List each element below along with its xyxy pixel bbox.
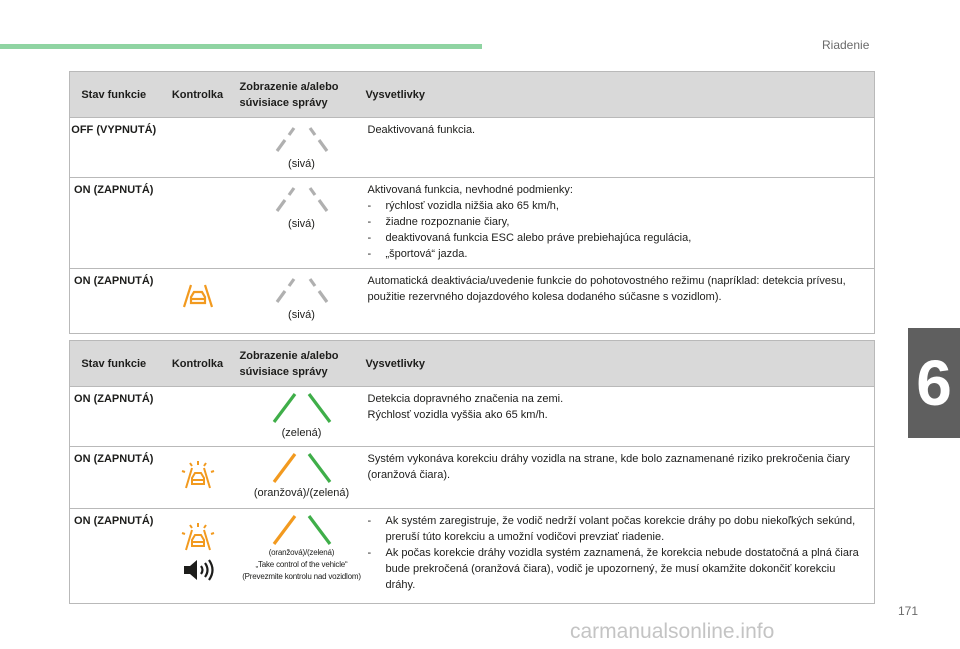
- list-item: - rýchlosť vozidla nižšia ako 65 km/h,: [367, 200, 559, 212]
- lane-grey-icon: [238, 273, 366, 307]
- chapter-tab: 6: [908, 328, 960, 438]
- status-table-2: [69, 340, 875, 604]
- lane-orange-green-icon: [238, 513, 366, 547]
- table-header-row: [70, 72, 875, 118]
- lane-grey-icon: [238, 122, 366, 156]
- display-caption: (sivá): [288, 309, 315, 321]
- watermark: carmanualsonline.info: [570, 620, 775, 643]
- indicator-cell: [158, 387, 238, 447]
- display-caption: (oranžová)/(zelená): [268, 548, 335, 557]
- list-item: - deaktivovaná funkcia ESC alebo práve prebiehajúca regulácia,: [367, 232, 692, 244]
- accent-bar: [0, 44, 482, 49]
- table-row: [70, 269, 875, 334]
- col-header-display: Zobrazenie a/alebo súvisiace správy: [238, 341, 366, 387]
- indicator-cell: [158, 178, 238, 269]
- lane-correction-icon: [158, 521, 238, 553]
- indicator-cell: [158, 269, 238, 334]
- state-cell: ON (ZAPNUTÁ): [70, 387, 158, 447]
- list-item: - Ak systém zaregistruje, že vodič nedrží volant počas korekcie dráhy po dobu niekoľkých sekúnd, preruší túto korekciu a umožní vodičovi prevziať riadenie.: [367, 515, 856, 543]
- state-cell: ON (ZAPNUTÁ): [70, 269, 158, 334]
- display-caption: (sivá): [288, 158, 315, 170]
- col-header-state: Stav funkcie: [70, 341, 158, 387]
- state-cell: ON (ZAPNUTÁ): [70, 509, 158, 604]
- lane-warning-icon: [158, 281, 238, 311]
- lane-green-icon: [238, 391, 366, 425]
- table-row: [70, 447, 875, 509]
- display-cell: [238, 509, 366, 604]
- state-cell: ON (ZAPNUTÁ): [70, 178, 158, 269]
- explanation-cell: Deaktivovaná funkcia.: [366, 118, 875, 178]
- list-item: - „športová“ jazda.: [367, 248, 468, 260]
- table-row: [70, 509, 875, 604]
- explanation-cell: [366, 387, 875, 447]
- state-cell: ON (ZAPNUTÁ): [70, 447, 158, 509]
- display-message-translation: (Prevezmite kontrolu nad vozidlom): [242, 572, 361, 581]
- page-number: 171: [898, 604, 919, 618]
- table-header-row: [70, 341, 875, 387]
- lane-grey-icon: [238, 182, 366, 216]
- speaker-icon: [158, 557, 238, 583]
- display-cell: [238, 118, 366, 178]
- table-row: [70, 118, 875, 178]
- display-caption: (zelená): [281, 427, 322, 439]
- display-cell: [238, 387, 366, 447]
- display-cell: [238, 447, 366, 509]
- display-cell: [238, 269, 366, 334]
- col-header-display: Zobrazenie a/alebo súvisiace správy: [238, 72, 366, 118]
- table-row: [70, 387, 875, 447]
- explanation-intro: Aktivovaná funkcia, nevhodné podmienky:: [367, 184, 573, 196]
- display-caption: (oranžová)/(zelená): [253, 487, 350, 499]
- col-header-state: Stav funkcie: [70, 72, 158, 118]
- explanation-cell: Systém vykonáva korekciu dráhy vozidla na strane, kde bolo zaznamenané riziko prekročenia čiary (oranžová čiara).: [366, 447, 875, 509]
- display-message: „Take control of the vehicle“: [255, 560, 348, 569]
- state-cell: OFF (VYPNUTÁ): [70, 118, 158, 178]
- col-header-explanation: Vysvetlivky: [366, 341, 875, 387]
- explanation-cell: [366, 178, 875, 269]
- display-cell: [238, 178, 366, 269]
- indicator-cell: [158, 118, 238, 178]
- explanation-line: Rýchlosť vozidla vyššia ako 65 km/h.: [367, 409, 548, 421]
- indicator-cell: [158, 447, 238, 509]
- col-header-explanation: Vysvetlivky: [366, 72, 875, 118]
- status-table-1: [69, 71, 875, 334]
- display-caption: (sivá): [288, 218, 315, 230]
- col-header-indicator: Kontrolka: [158, 72, 238, 118]
- lane-correction-icon: [158, 459, 238, 491]
- col-header-indicator: Kontrolka: [158, 341, 238, 387]
- list-item: - Ak počas korekcie dráhy vozidla systém zaznamená, že korekcia nebude dostatočná a plná čiara bude prekročená (oranžová čiara), vodič je upozornený, že musí okamžite dokončiť korekciu dráhy.: [367, 547, 859, 591]
- indicator-cell: [158, 509, 238, 604]
- list-item: - žiadne rozpoznanie čiary,: [367, 216, 510, 228]
- table-row: [70, 178, 875, 269]
- lane-orange-green-icon: [238, 451, 366, 485]
- explanation-cell: Automatická deaktivácia/uvedenie funkcie do pohotovostného režimu (napríklad: detekcia prívesu, použitie rezervného dojazdového kolesa dodaného súčasne s vozidlom).: [366, 269, 875, 334]
- section-title: Riadenie: [822, 38, 870, 52]
- explanation-line: Detekcia dopravného značenia na zemi.: [367, 393, 564, 405]
- explanation-cell: [366, 509, 875, 604]
